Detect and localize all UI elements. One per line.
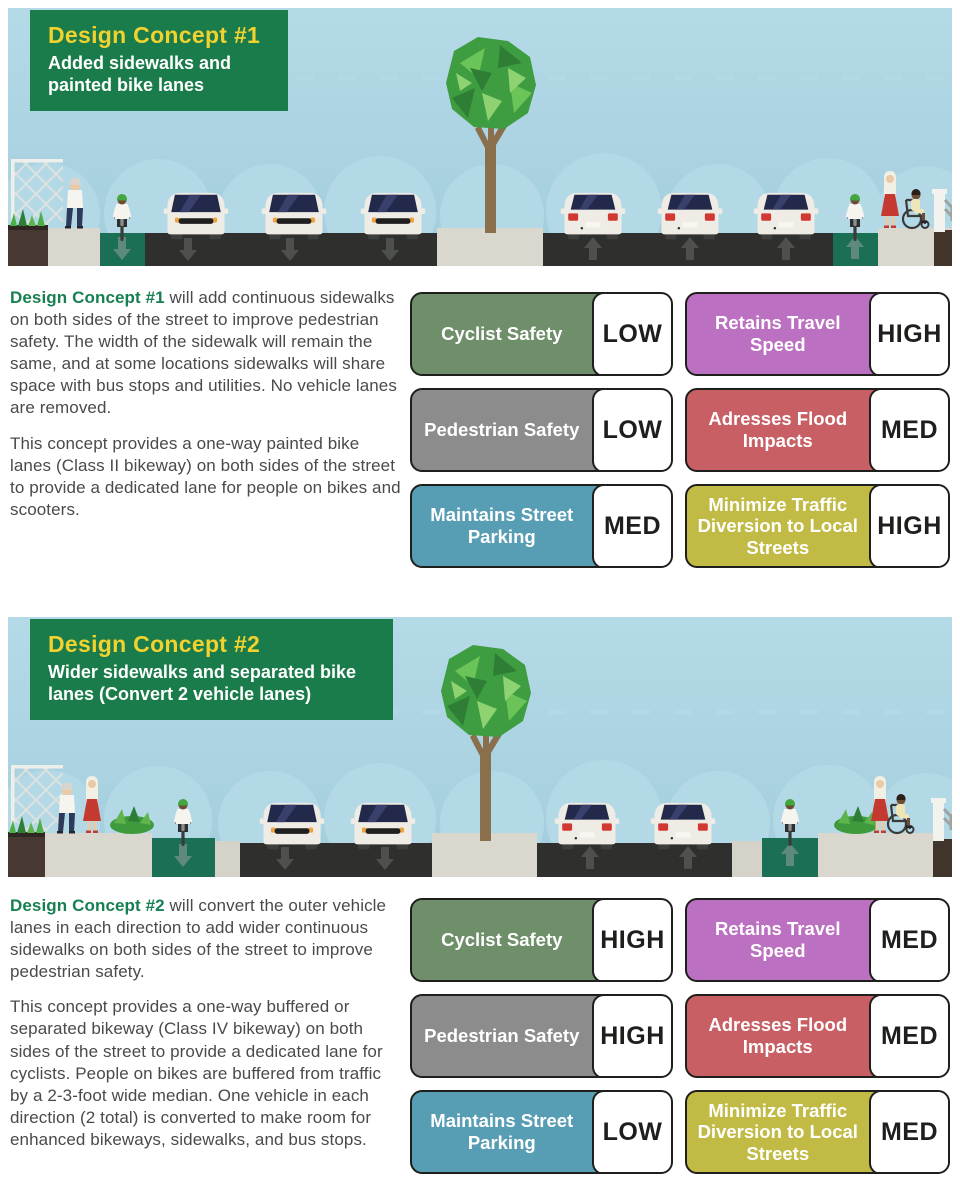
badge-label: Adresses Flood Impacts	[708, 1014, 848, 1057]
badge-retains-travel-speed	[685, 292, 950, 376]
concept-1-badges	[410, 292, 950, 568]
badge-addresses-flood-impacts	[685, 994, 950, 1078]
badge-pedestrian-safety	[410, 994, 673, 1078]
badge-rating: HIGH	[592, 898, 674, 982]
badge-label: Maintains Street Parking	[430, 1110, 574, 1153]
badge-rating: LOW	[592, 292, 674, 376]
badge-label: Adresses Flood Impacts	[708, 408, 848, 451]
badge-maintains-street-parking	[410, 484, 673, 568]
paragraph: Design Concept #2 will convert the outer vehicle lanes in each direction to add wider continuous sidewalks on both sides of the street to improve pedestrian safety.	[10, 896, 387, 982]
concept-2-title: Design Concept #2	[48, 631, 261, 657]
buffer-median-left	[215, 841, 240, 877]
badge-label: Minimize Traffic Diversion to Local Streets	[697, 493, 858, 558]
badge-cyclist-safety	[410, 898, 673, 982]
paragraph: Design Concept #1 will add continuous sidewalks on both sides of the street to improve pedestrian safety. The width of the sidewalk will remain the same, and at some locations sidewalks will share space with bus stops and utilities. No vehicle lanes are removed.	[10, 288, 397, 418]
badge-retains-travel-speed	[685, 898, 950, 982]
paragraph: This concept provides a one-way buffered or separated bikeway (Class IV bikeway) on both sides of the street to provide a dedicated lane for cyclists. People on bikes are buffered from traffic by a 2-3-foot wide median. One vehicle in each direction (2 total) is converted to make room for enhanced bikeways, sidewalks, and bus stops.	[10, 997, 383, 1149]
badge-rating: HIGH	[869, 484, 951, 568]
center-median	[437, 228, 543, 266]
concept-2-badges	[410, 898, 950, 1174]
badge-minimize-traffic-diversion	[685, 484, 950, 568]
badge-maintains-street-parking	[410, 1090, 673, 1174]
concept-2-lead: Design Concept #2	[10, 896, 165, 915]
badge-rating: LOW	[592, 1090, 674, 1174]
badge-rating: HIGH	[592, 994, 674, 1078]
concept-1-header	[30, 10, 288, 111]
badge-label: Retains Travel Speed	[715, 312, 841, 355]
concept-1-lead: Design Concept #1	[10, 288, 165, 307]
badge-label: Cyclist Safety	[441, 323, 563, 345]
concept-2-header	[30, 619, 393, 720]
badge-label: Retains Travel Speed	[715, 918, 841, 961]
badge-rating: MED	[869, 1090, 951, 1174]
paragraph: This concept provides a one-way painted bike lanes (Class II bikeway) on both sides of the street to provide a dedicated lane for people on bikes and scooters.	[10, 433, 401, 519]
badge-pedestrian-safety	[410, 388, 673, 472]
badge-rating: MED	[869, 388, 951, 472]
concept-2-subtitle: Wider sidewalks and separated bike lanes (Convert 2 vehicle lanes)	[48, 662, 356, 704]
badge-label: Cyclist Safety	[441, 929, 563, 951]
badge-label: Pedestrian Safety	[424, 419, 580, 441]
concept-1-title: Design Concept #1	[48, 22, 261, 48]
concept-1-subtitle: Added sidewalks and painted bike lanes	[48, 53, 232, 95]
sidewalk-left	[45, 833, 152, 877]
badge-minimize-traffic-diversion	[685, 1090, 950, 1174]
buffer-median-right	[732, 841, 762, 877]
sidewalk-right	[818, 833, 935, 877]
badge-rating: MED	[869, 898, 951, 982]
badge-rating: MED	[592, 484, 674, 568]
badge-cyclist-safety	[410, 292, 673, 376]
badge-label: Maintains Street Parking	[430, 504, 574, 547]
concept-1-description	[10, 287, 404, 534]
concept-2-description	[10, 895, 404, 1164]
badge-addresses-flood-impacts	[685, 388, 950, 472]
badge-rating: MED	[869, 994, 951, 1078]
badge-rating: LOW	[592, 388, 674, 472]
badge-rating: HIGH	[869, 292, 951, 376]
badge-label: Minimize Traffic Diversion to Local Streets	[697, 1099, 858, 1164]
badge-label: Pedestrian Safety	[424, 1025, 580, 1047]
